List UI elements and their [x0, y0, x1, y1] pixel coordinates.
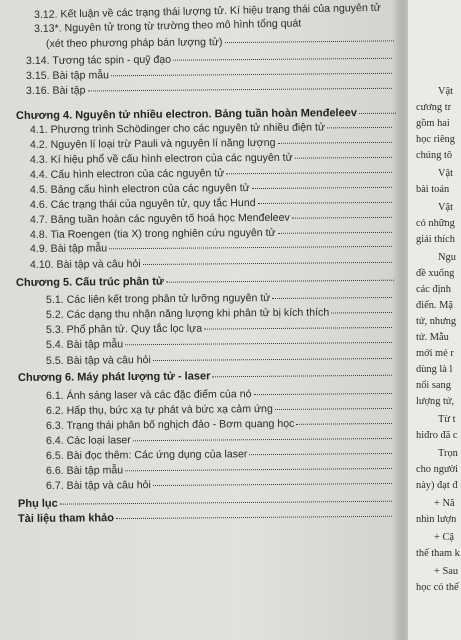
toc-entry: 6.5. Bài đọc thêm: Các ứng dụng của laser	[46, 445, 392, 463]
toc-entry: 4.5. Bảng cấu hình electron của các nguyên tử	[30, 179, 392, 197]
right-page-line: này) đạt đ	[416, 480, 458, 491]
right-page-line: tử. Mẫu	[416, 332, 449, 343]
toc-entry: 5.1. Các liên kết trong phân tử lưỡng nguyên tử	[46, 289, 392, 307]
leader-dots	[60, 491, 392, 505]
leader-dots	[125, 332, 392, 345]
toc-entry: 6.6. Bài tập mẫu	[46, 460, 392, 478]
right-page-line: Trọn	[438, 448, 458, 459]
right-page-line: gồm hai	[416, 118, 450, 129]
right-page-line: bài toán	[416, 184, 450, 195]
toc-entry: 5.3. Phổ phân tử. Quy tắc lọc lựa	[46, 319, 392, 337]
toc-entry: 4.9. Bài tập mẫu	[30, 238, 392, 256]
right-page-line: có những	[416, 218, 455, 229]
leader-dots	[125, 458, 392, 471]
right-page-line: Vật	[438, 86, 454, 97]
leader-dots	[277, 132, 392, 144]
leader-dots	[257, 192, 392, 204]
toc-entry: 6.2. Hấp thụ, bức xạ tự phát và bức xạ cảm ứng	[46, 400, 392, 418]
right-page-line: cho người	[416, 464, 459, 475]
right-page-line: Ngu	[438, 252, 456, 263]
toc-entry: (xét theo phương pháp bán lượng tử)	[46, 32, 394, 51]
leader-dots	[296, 413, 392, 425]
toc-entry: 3.16. Bài tập	[26, 80, 392, 98]
leader-dots	[87, 78, 392, 92]
leader-dots	[292, 207, 392, 219]
leader-dots	[224, 30, 394, 43]
leader-dots	[331, 302, 392, 314]
toc-chapter: Tài liệu tham khảo	[18, 508, 392, 526]
right-page-line: tử, nhưng	[416, 316, 457, 327]
right-page-line: điển. Mặ	[416, 300, 453, 311]
leader-dots	[212, 365, 392, 378]
right-page-line: Vật	[438, 202, 454, 213]
right-page-line: chúng tô	[416, 150, 453, 161]
right-page-line: + Sau	[434, 566, 459, 577]
leader-dots	[253, 383, 392, 395]
leader-dots	[133, 428, 392, 441]
right-page-line: mới mẻ r	[416, 348, 454, 359]
leader-dots	[204, 317, 392, 330]
toc-entry: 4.2. Nguyên lí loại trừ Pauli và nguyên lí năng lượng	[30, 134, 392, 152]
leader-dots	[252, 177, 392, 189]
right-page-line: Vật	[438, 168, 454, 179]
right-page	[408, 0, 461, 640]
toc-entry: 4.10. Bài tập và câu hỏi	[30, 254, 392, 272]
leader-dots	[153, 348, 392, 361]
leader-dots	[111, 63, 392, 76]
toc-entry: 5.5. Bài tập và câu hỏi	[46, 350, 392, 368]
toc-entry: 3.14. Tương tác spin - quỹ đạo	[26, 50, 392, 68]
leader-dots	[116, 506, 392, 519]
toc-entry: 3.15. Bài tập mẫu	[26, 65, 392, 83]
right-page-line: hiđro đã c	[416, 430, 458, 441]
toc-entry: 4.3. Kí hiệu phổ về cấu hình electron của các nguyên tử	[30, 149, 392, 167]
leader-dots	[272, 287, 392, 299]
right-page-line: dùng là l	[416, 364, 453, 375]
right-page-line: nối sang	[416, 380, 451, 391]
leader-dots	[109, 236, 392, 249]
toc-entry: 3.13*. Nguyên tử trong từ trường theo mô hình tổng quát	[33, 17, 302, 35]
leader-dots	[327, 117, 392, 129]
toc-chapter: Phụ lục	[18, 493, 392, 511]
toc-entry: 5.2. Các dạng thu nhận năng lượng khi phân tử bị kích thích	[46, 304, 392, 322]
leader-dots	[359, 103, 396, 114]
leader-dots	[295, 147, 392, 159]
toc-entry: 4.1. Phương trình Schödinger cho các nguyên tử nhiều điện tử	[30, 119, 392, 137]
leader-dots	[166, 270, 394, 283]
right-page-line: đề xuống	[416, 268, 455, 279]
toc-entry: 3.12. Kết luận về các trạng thái lượng tử. Kí hiệu trạng thái của nguyên tử	[33, 1, 381, 21]
toc-entry: 6.7. Bài tập và câu hỏi	[46, 475, 392, 493]
right-page-line: cương tr	[416, 102, 452, 113]
toc-entry: 6.4. Các loại laser	[46, 430, 392, 448]
leader-dots	[143, 252, 392, 265]
toc-entry: 4.6. Các trạng thái của nguyên tử, quy tắc Hund	[30, 194, 392, 212]
toc-entry: 4.7. Bảng tuần hoàn các nguyên tố hoá học Menđeleev	[30, 209, 392, 227]
leader-dots	[275, 398, 392, 410]
leader-dots	[173, 48, 392, 61]
right-page-line: thể tham k	[416, 548, 460, 559]
toc-entry: 4.8. Tia Roengen (tia X) trong nghiên cứu nguyên tử	[30, 224, 392, 242]
right-page-line: giải thích	[416, 234, 455, 245]
toc-entry: 4.4. Cấu hình electron của các nguyên tử	[30, 164, 392, 182]
toc-chapter: Chương 5. Cấu trúc phân tử	[16, 272, 394, 290]
leader-dots	[278, 222, 392, 234]
right-page-line: học riêng	[416, 134, 455, 145]
toc-chapter: Chương 6. Máy phát lượng tử - laser	[18, 367, 392, 385]
right-page-line: nhìn lượn	[416, 514, 457, 525]
right-page-line: lượng tử,	[416, 396, 455, 407]
leader-dots	[249, 443, 392, 455]
toc-entry: 6.1. Ánh sáng laser và các đặc điểm của nó	[46, 385, 392, 403]
toc-entry: 5.4. Bài tập mẫu	[46, 334, 392, 352]
toc-chapter: Chương 4. Nguyên tử nhiều electron. Bảng tuần hoàn Menđeleev	[16, 105, 396, 123]
toc-entry: 6.3. Trạng thái phân bố nghịch đảo - Bơm quang học	[46, 415, 392, 433]
right-page-line: Từ t	[438, 414, 456, 425]
right-page-line: + Nă	[434, 498, 455, 509]
leader-dots	[226, 162, 392, 174]
right-page-line: các định	[416, 284, 451, 295]
leader-dots	[153, 473, 392, 486]
right-page-line: + Cậ	[434, 532, 454, 543]
right-page-line: học có thể	[416, 582, 459, 593]
